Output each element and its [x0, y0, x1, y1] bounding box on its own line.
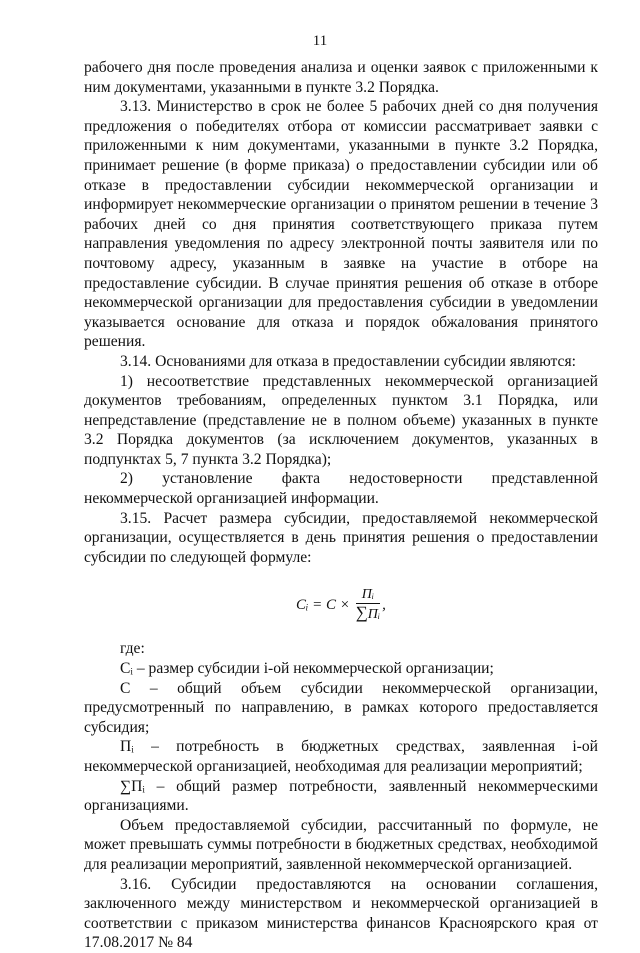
formula-denominator: Пᵢ [367, 607, 381, 623]
sum-symbol: ∑ [355, 603, 368, 623]
formula-fraction [356, 587, 380, 624]
formula-lhs: Cᵢ = C × [296, 597, 350, 614]
subsidy-formula [84, 567, 598, 639]
paragraph-3-15: 3.15. Расчет размера субсидии, предоставляемой некоммерческой организации, осуществляется в день принятия решения о предоставлении субсидии по следующей формуле: [84, 509, 598, 566]
paragraph-continuation: рабочего дня после проведения анализа и оценки заявок с приложенными к ним документами, указанными в пункте 3.2 Порядка. [84, 59, 598, 96]
paragraph-item-2: 2) установление факта недостоверности представленной некоммерческой организацией информации. [84, 470, 598, 508]
paragraph-3-16: 3.16. Субсидии предоставляются на основании соглашения, заключенного между министерством и некоммерческой организацией в соответствии с приказом министерства финансов Красноярского края от 17.08.2017 № 84 [84, 875, 598, 952]
paragraph-limit: Объем предоставляемой субсидии, рассчитанный по формуле, не может превышать суммы потребности в бюджетных средствах, необходимой для реализации мероприятий, заявленной некоммерческой организацией. [84, 816, 598, 873]
paragraph-item-1: 1) несоответствие представленных некоммерческой организацией документов требованиям, определенных пунктом 3.1 Порядка, или непредставление (представление не в полном объеме) указанных в пункте 3.2 Порядка документов (за исключением документов, указанных в подпунктах 5, 7 пункта 3.2 Порядка); [84, 372, 598, 468]
document-body [84, 58, 598, 953]
definitions-intro: где: [120, 640, 145, 658]
paragraph-3-14: 3.14. Основаниями для отказа в предоставлении субсидии являются: [120, 352, 576, 370]
definition-ci: Сᵢ – размер субсидии i-ой некоммерческой организации; [120, 660, 494, 678]
page-number: 11 [312, 33, 328, 49]
definition-pi: Пᵢ – потребность в бюджетных средствах, заявленная i-ой некоммерческой организацией, необходимая для реализации мероприятий; [84, 738, 598, 775]
paragraph-3-13: 3.13. Министерство в срок не более 5 рабочих дней со дня получения предложения о победителях отбора от комиссии рассматривает заявки с приложенными к ним документами, указанными в пункте 3.2 Порядка, принимает решение (в форме приказа) о предоставлении субсидии или об отказе в предоставлении субсидии некоммерческой организации и информирует некоммерческие организации о принятом решении в течение 3 рабочих дней со дня принятия соответствующего приказа путем направления уведомления по адресу электронной почты заявителя или по почтовому адресу, указанным в заявке на участие в отборе на предоставление субсидии. В случае принятия решения об отказе в отборе некоммерческой организации для предоставления субсидии в уведомлении указывается основание для отказа и порядок обжалования принятого решения. [84, 98, 598, 351]
formula-numerator: Пᵢ [356, 587, 380, 604]
formula-tail: , [382, 597, 386, 614]
definition-c: С – общий объем субсидии некоммерческой организации, предусмотренный по направлению, в рамках которого предоставляется субсидия; [84, 679, 598, 736]
definition-sum-pi: ∑Пᵢ – общий размер потребности, заявленный некоммерческими организациями. [84, 777, 598, 815]
